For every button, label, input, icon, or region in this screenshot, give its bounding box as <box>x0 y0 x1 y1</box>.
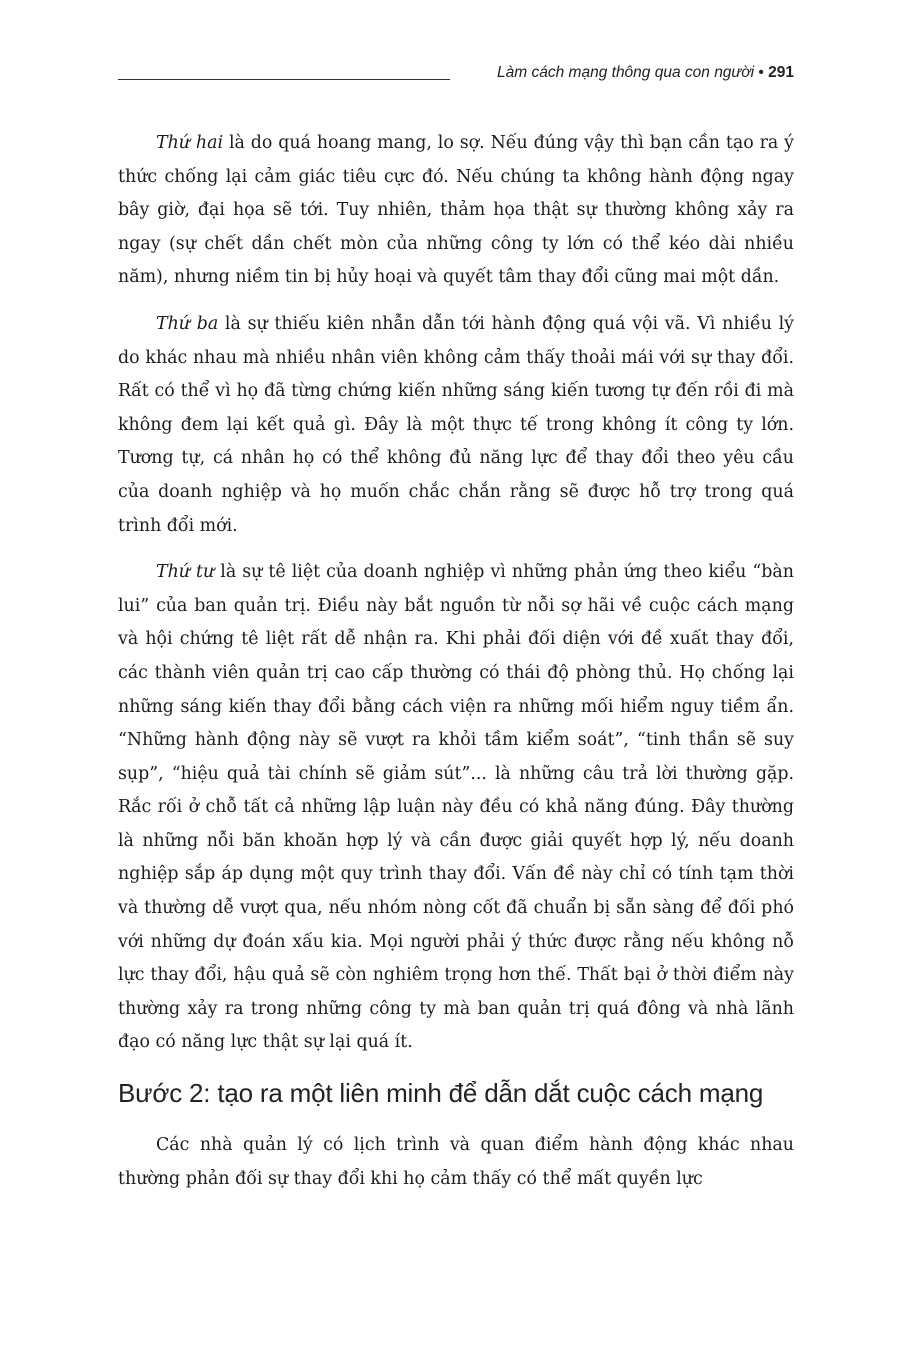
paragraph-thu-tu <box>118 556 794 1060</box>
paragraph-text: là sự tê liệt của doanh nghiệp vì những phản ứng theo kiểu “bàn lui” của ban quản trị. Điều này bắt nguồn từ nỗi sợ hãi về cuộc cách mạng và hội chứng tê liệt rất dễ nhận ra. Khi phải đối diện với đề xuất thay đổi, các thành viên quản trị cao cấp thường có thái độ phòng thủ. Họ chống lại những sáng kiến thay đổi bằng cách viện ra những mối hiểm nguy tiềm ẩn. “Những hành động này sẽ vượt ra khỏi tầm kiểm soát”, “tinh thần sẽ suy sụp”, “hiệu quả tài chính sẽ giảm sút”... là những câu trả lời thường gặp. Rắc rối ở chỗ tất cả những lập luận này đều có khả năng đúng. Đây thường là những nỗi băn khoăn hợp lý và cần được giải quyết hợp lý, nếu doanh nghiệp sắp áp dụng một quy trình thay đổi. Vấn đề này chỉ có tính tạm thời và thường dễ vượt qua, nếu nhóm nòng cốt đã chuẩn bị sẵn sàng để đối phó với những dự đoán xấu kia. Mọi người phải ý thức được rằng nếu không nỗ lực thay đổi, hậu quả sẽ còn nghiêm trọng hơn thế. Thất bại ở thời điểm này thường xảy ra trong những công ty mà ban quản trị quá đông và nhà lãnh đạo có năng lực thật sự lại quá ít. <box>118 562 794 1053</box>
paragraph-lead: Thứ hai <box>156 133 224 153</box>
running-head-text <box>497 64 794 82</box>
body-text <box>118 127 794 1209</box>
section-heading: Bước 2: tạo ra một liên minh để dẫn dắt cuộc cách mạng <box>118 1078 764 1109</box>
paragraph-thu-hai <box>118 127 794 295</box>
running-header <box>118 62 794 92</box>
page-number: 291 <box>768 64 794 81</box>
paragraph-lead: Thứ ba <box>156 313 219 334</box>
paragraph-text: là do quá hoang mang, lo sợ. Nếu đúng vậy thì bạn cần tạo ra ý thức chống lại cảm giác tiêu cực đó. Nếu chúng ta không hành động ngay bây giờ, đại họa sẽ tới. Tuy nhiên, thảm họa thật sự thường không xảy ra ngay (sự chết dần chết mòn của những công ty lớn có thể kéo dài nhiều năm), nhưng niềm tin bị hủy hoại và quyết tâm thay đổi cũng mai một dần. <box>118 133 794 288</box>
paragraph-text: là sự thiếu kiên nhẫn dẫn tới hành động quá vội vã. Vì nhiều lý do khác nhau mà nhiều nhân viên không cảm thấy thoải mái với sự thay đổi. Rất có thể vì họ đã từng chứng kiến những sáng kiến tương tự đến rồi đi mà không đem lại kết quả gì. Đây là một thực tế trong không ít công ty lớn. Tương tự, cá nhân họ có thể không đủ năng lực để thay đổi theo yêu cầu của doanh nghiệp và họ muốn chắc chắn rằng sẽ được hỗ trợ trong quá trình đổi mới. <box>118 313 794 536</box>
paragraph-thu-ba <box>118 308 794 543</box>
header-bullet: • <box>754 64 769 81</box>
running-title: Làm cách mạng thông qua con người <box>497 64 755 81</box>
closing-paragraph: Các nhà quản lý có lịch trình và quan điểm hành động khác nhau thường phản đối sự thay đổi khi họ cảm thấy có thể mất quyền lực <box>118 1135 794 1189</box>
paragraph-lead: Thứ tư <box>156 562 215 583</box>
header-rule <box>118 79 450 80</box>
